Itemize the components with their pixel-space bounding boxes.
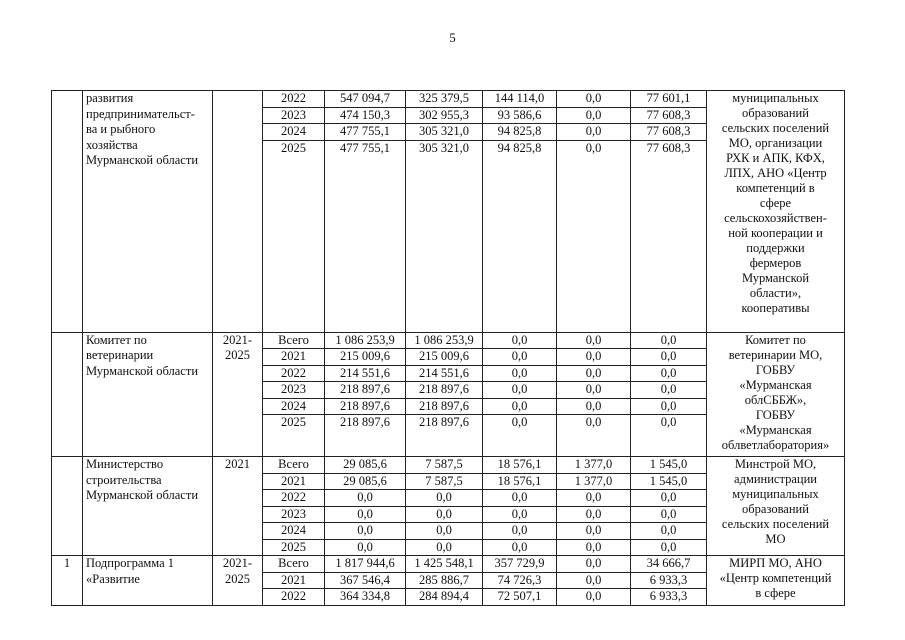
- amount-cell-text: 0,0: [585, 332, 602, 347]
- amount-cell: [325, 473, 406, 490]
- amount-cell: [406, 572, 483, 589]
- executors-cell: [707, 457, 845, 556]
- amount-cell-text: 215 009,6: [340, 349, 390, 363]
- amount-cell-text: 0,0: [511, 365, 528, 380]
- amount-cell: [325, 124, 406, 141]
- amount-cell: [483, 490, 557, 507]
- amount-cell: [325, 572, 406, 589]
- amount-cell: [325, 382, 406, 399]
- amount-cell-text: 285 886,7: [419, 572, 469, 587]
- amount-cell-text: 0,0: [585, 91, 602, 105]
- period-cell-text: 2021- 2025: [222, 332, 253, 362]
- amount-cell: [631, 539, 707, 556]
- budget-table: [51, 90, 845, 606]
- amount-cell: [483, 473, 557, 490]
- amount-cell: [631, 457, 707, 474]
- amount-cell-text: 547 094,7: [340, 91, 390, 105]
- amount-cell-text: 305 321,0: [419, 124, 469, 138]
- amount-cell-text: 1 817 944,6: [335, 556, 395, 570]
- row-number-cell: [52, 457, 83, 556]
- amount-cell-text: 18 576,1: [497, 457, 542, 471]
- amount-cell: [483, 91, 557, 108]
- section-name-cell-text: развития предпринимательст- ва и рыбного хозяйства Мурманской области: [86, 91, 199, 167]
- amount-cell: [631, 398, 707, 415]
- amount-cell-text: 0,0: [511, 415, 528, 429]
- amount-cell-text: 218 897,6: [340, 398, 390, 413]
- amount-cell: [325, 398, 406, 415]
- amount-cell: [325, 349, 406, 366]
- amount-cell: [325, 539, 406, 556]
- amount-cell-text: 1 377,0: [574, 457, 613, 471]
- amount-cell: [557, 523, 631, 540]
- amount-cell: [631, 365, 707, 382]
- amount-cell: [325, 589, 406, 606]
- table-row: [52, 91, 845, 108]
- row-number-cell: [52, 332, 83, 457]
- amount-cell-text: 94 825,8: [497, 124, 542, 138]
- amount-cell: [483, 349, 557, 366]
- amount-cell: [631, 556, 707, 573]
- amount-cell-text: 0,0: [660, 539, 677, 554]
- amount-cell-text: 29 085,6: [343, 457, 387, 471]
- amount-cell-text: 0,0: [585, 140, 602, 155]
- section-name-cell: [83, 556, 213, 606]
- amount-cell: [325, 556, 406, 573]
- year-cell-text: Всего: [278, 556, 309, 570]
- year-cell: [263, 473, 325, 490]
- year-cell-text: 2022: [281, 91, 306, 105]
- amount-cell: [325, 415, 406, 457]
- year-cell: [263, 556, 325, 573]
- amount-cell: [631, 572, 707, 589]
- row-number-cell: [52, 556, 83, 606]
- amount-cell: [557, 457, 631, 474]
- year-cell-text: 2021: [281, 349, 306, 363]
- amount-cell: [557, 124, 631, 141]
- year-cell: [263, 349, 325, 366]
- amount-cell-text: 94 825,8: [497, 140, 542, 155]
- amount-cell: [406, 124, 483, 141]
- amount-cell: [631, 415, 707, 457]
- amount-cell-text: 1 086 253,9: [335, 332, 395, 347]
- amount-cell-text: 34 666,7: [646, 556, 691, 570]
- amount-cell: [557, 91, 631, 108]
- amount-cell-text: 0,0: [585, 365, 602, 380]
- amount-cell-text: 6 933,3: [649, 572, 688, 587]
- executors-cell: [707, 556, 845, 606]
- year-cell: [263, 107, 325, 124]
- amount-cell-text: 0,0: [585, 398, 602, 413]
- amount-cell: [631, 490, 707, 507]
- amount-cell: [406, 473, 483, 490]
- amount-cell-text: 0,0: [511, 506, 528, 521]
- amount-cell-text: 367 546,4: [340, 572, 390, 587]
- amount-cell: [631, 332, 707, 349]
- amount-cell-text: 0,0: [436, 490, 452, 504]
- amount-cell-text: 364 334,8: [340, 589, 390, 603]
- amount-cell-text: 0,0: [511, 332, 528, 347]
- amount-cell: [406, 556, 483, 573]
- amount-cell-text: 0,0: [660, 490, 677, 504]
- amount-cell-text: 0,0: [511, 398, 528, 413]
- amount-cell: [483, 539, 557, 556]
- year-cell-text: 2022: [281, 589, 306, 603]
- amount-cell-text: 0,0: [660, 523, 677, 537]
- amount-cell-text: 77 608,3: [646, 140, 691, 155]
- section-name-cell: [83, 457, 213, 556]
- amount-cell-text: 218 897,6: [419, 382, 469, 396]
- year-cell-text: 2024: [281, 523, 306, 537]
- amount-cell-text: 0,0: [511, 523, 528, 537]
- amount-cell-text: 284 894,4: [419, 589, 469, 603]
- year-cell-text: 2021: [281, 572, 306, 587]
- year-cell: [263, 589, 325, 606]
- amount-cell: [406, 506, 483, 523]
- amount-cell: [406, 523, 483, 540]
- row-number-cell: [52, 91, 83, 333]
- amount-cell-text: 74 726,3: [497, 572, 542, 587]
- amount-cell-text: 93 586,6: [497, 107, 542, 122]
- year-cell: [263, 140, 325, 332]
- period-cell: [213, 91, 263, 333]
- amount-cell-text: 218 897,6: [340, 382, 390, 396]
- amount-cell: [557, 589, 631, 606]
- amount-cell: [483, 398, 557, 415]
- year-cell: [263, 506, 325, 523]
- amount-cell-text: 77 608,3: [646, 124, 691, 138]
- amount-cell: [557, 473, 631, 490]
- amount-cell-text: 7 587,5: [425, 457, 463, 471]
- year-cell-text: Всего: [278, 332, 309, 347]
- amount-cell-text: 0,0: [585, 556, 602, 570]
- year-cell: [263, 490, 325, 507]
- amount-cell: [483, 382, 557, 399]
- amount-cell-text: 0,0: [511, 490, 528, 504]
- amount-cell-text: 1 425 548,1: [414, 556, 474, 570]
- amount-cell-text: 1 545,0: [649, 473, 688, 488]
- year-cell-text: Всего: [278, 457, 309, 471]
- section-name-cell-text: Подпрограмма 1 «Развитие: [86, 556, 175, 586]
- amount-cell: [406, 140, 483, 332]
- executors-cell-text: муниципальных образований сельских поселений МО, организации РХК и АПК, КФХ, ЛПХ, АНО «Центр компетенций в сфере сельскохозяйствен- ной кооперации и поддержки фермеров Мурманской области», кооперативы: [721, 91, 830, 315]
- amount-cell: [325, 140, 406, 332]
- executors-cell: [707, 91, 845, 333]
- amount-cell-text: 7 587,5: [425, 473, 463, 488]
- amount-cell-text: 0,0: [585, 589, 602, 603]
- amount-cell-text: 218 897,6: [419, 398, 469, 413]
- amount-cell-text: 0,0: [660, 506, 677, 521]
- amount-cell: [557, 398, 631, 415]
- amount-cell: [325, 365, 406, 382]
- amount-cell: [406, 332, 483, 349]
- year-cell: [263, 91, 325, 108]
- amount-cell-text: 0,0: [436, 523, 452, 537]
- year-cell-text: 2023: [281, 382, 306, 396]
- amount-cell-text: 1 545,0: [649, 457, 688, 471]
- amount-cell: [631, 382, 707, 399]
- amount-cell: [483, 107, 557, 124]
- amount-cell-text: 0,0: [357, 539, 373, 554]
- amount-cell-text: 305 321,0: [419, 140, 469, 155]
- amount-cell-text: 0,0: [585, 572, 602, 587]
- period-cell-text: 2021: [225, 457, 250, 471]
- year-cell-text: 2023: [281, 506, 306, 521]
- period-cell: [213, 556, 263, 606]
- amount-cell-text: 0,0: [660, 382, 677, 396]
- amount-cell-text: 0,0: [357, 523, 373, 537]
- table-row: [52, 332, 845, 349]
- amount-cell: [406, 539, 483, 556]
- year-cell-text: 2022: [281, 365, 306, 380]
- amount-cell: [406, 107, 483, 124]
- amount-cell: [406, 91, 483, 108]
- amount-cell-text: 214 551,6: [419, 365, 469, 380]
- amount-cell-text: 0,0: [585, 415, 602, 429]
- year-cell: [263, 365, 325, 382]
- amount-cell: [631, 91, 707, 108]
- year-cell: [263, 539, 325, 556]
- amount-cell-text: 0,0: [660, 415, 677, 429]
- amount-cell: [406, 490, 483, 507]
- page-number: 5: [449, 30, 456, 45]
- amount-cell-text: 0,0: [585, 539, 602, 554]
- amount-cell: [557, 490, 631, 507]
- year-cell: [263, 398, 325, 415]
- amount-cell-text: 0,0: [585, 490, 602, 504]
- amount-cell: [483, 140, 557, 332]
- amount-cell: [631, 589, 707, 606]
- amount-cell-text: 6 933,3: [649, 589, 688, 603]
- amount-cell-text: 1 377,0: [574, 473, 613, 488]
- year-cell: [263, 457, 325, 474]
- row-number-cell-text: 1: [63, 556, 71, 570]
- amount-cell-text: 0,0: [660, 332, 677, 347]
- period-cell-text: 2021- 2025: [222, 556, 253, 586]
- amount-cell: [483, 365, 557, 382]
- year-cell: [263, 415, 325, 457]
- amount-cell: [631, 107, 707, 124]
- amount-cell: [483, 124, 557, 141]
- amount-cell-text: 0,0: [660, 398, 677, 413]
- amount-cell: [631, 473, 707, 490]
- executors-cell: [707, 332, 845, 457]
- amount-cell: [483, 589, 557, 606]
- amount-cell-text: 474 150,3: [340, 107, 390, 122]
- table-row: [52, 556, 845, 573]
- year-cell-text: 2024: [281, 398, 306, 413]
- amount-cell: [557, 556, 631, 573]
- amount-cell-text: 0,0: [585, 506, 602, 521]
- year-cell-text: 2021: [281, 473, 306, 488]
- amount-cell: [406, 457, 483, 474]
- amount-cell: [483, 457, 557, 474]
- amount-cell-text: 0,0: [436, 539, 452, 554]
- amount-cell: [406, 398, 483, 415]
- amount-cell: [557, 140, 631, 332]
- year-cell-text: 2023: [281, 107, 306, 122]
- amount-cell: [631, 349, 707, 366]
- amount-cell: [483, 506, 557, 523]
- section-name-cell-text: Комитет по ветеринарии Мурманской области: [86, 332, 199, 378]
- amount-cell-text: 215 009,6: [419, 349, 469, 363]
- amount-cell-text: 325 379,5: [419, 91, 469, 105]
- amount-cell: [631, 506, 707, 523]
- amount-cell: [631, 523, 707, 540]
- amount-cell-text: 0,0: [585, 349, 602, 363]
- amount-cell-text: 477 755,1: [340, 124, 390, 138]
- amount-cell-text: 0,0: [585, 523, 602, 537]
- amount-cell: [557, 572, 631, 589]
- amount-cell-text: 0,0: [660, 349, 677, 363]
- amount-cell-text: 357 729,9: [494, 556, 545, 570]
- amount-cell: [557, 382, 631, 399]
- executors-cell-text: Минстрой МО, администрации муниципальных образований сельских поселений МО: [721, 457, 830, 546]
- amount-cell: [483, 572, 557, 589]
- amount-cell: [557, 539, 631, 556]
- amount-cell: [631, 140, 707, 332]
- executors-cell-text: МИРП МО, АНО «Центр компетенций в сфере: [719, 556, 832, 600]
- amount-cell-text: 0,0: [585, 107, 602, 122]
- amount-cell-text: 0,0: [436, 506, 452, 521]
- amount-cell: [557, 415, 631, 457]
- amount-cell-text: 218 897,6: [340, 415, 390, 429]
- amount-cell-text: 0,0: [511, 539, 528, 554]
- year-cell-text: 2024: [281, 124, 306, 138]
- amount-cell: [406, 349, 483, 366]
- year-cell-text: 2025: [281, 415, 306, 429]
- executors-cell-text: Комитет по ветеринарии МО, ГОБВУ «Мурманская облСББЖ», ГОБВУ «Мурманская облветлаборатория»: [721, 332, 830, 452]
- amount-cell: [483, 415, 557, 457]
- amount-cell-text: 18 576,1: [497, 473, 542, 488]
- amount-cell-text: 218 897,6: [419, 415, 469, 429]
- amount-cell-text: 144 114,0: [494, 91, 545, 105]
- amount-cell-text: 77 601,1: [646, 91, 691, 105]
- amount-cell: [483, 556, 557, 573]
- amount-cell: [483, 332, 557, 349]
- amount-cell: [557, 506, 631, 523]
- amount-cell-text: 29 085,6: [343, 473, 387, 488]
- amount-cell: [325, 332, 406, 349]
- amount-cell-text: 0,0: [357, 506, 373, 521]
- amount-cell-text: 0,0: [585, 124, 602, 138]
- amount-cell-text: 214 551,6: [340, 365, 390, 380]
- amount-cell: [406, 382, 483, 399]
- year-cell: [263, 523, 325, 540]
- amount-cell-text: 477 755,1: [340, 140, 390, 155]
- amount-cell-text: 302 955,3: [419, 107, 469, 122]
- amount-cell: [325, 490, 406, 507]
- amount-cell: [406, 365, 483, 382]
- year-cell: [263, 382, 325, 399]
- amount-cell: [557, 365, 631, 382]
- amount-cell: [325, 523, 406, 540]
- amount-cell-text: 0,0: [511, 349, 528, 363]
- amount-cell: [325, 107, 406, 124]
- amount-cell: [557, 349, 631, 366]
- amount-cell-text: 0,0: [585, 382, 602, 396]
- amount-cell: [325, 457, 406, 474]
- table-row: [52, 457, 845, 474]
- amount-cell: [557, 107, 631, 124]
- year-cell: [263, 332, 325, 349]
- amount-cell-text: 1 086 253,9: [414, 332, 474, 347]
- amount-cell-text: 77 608,3: [646, 107, 691, 122]
- amount-cell-text: 0,0: [357, 490, 373, 504]
- amount-cell-text: 0,0: [660, 365, 677, 380]
- period-cell: [213, 332, 263, 457]
- period-cell: [213, 457, 263, 556]
- section-name-cell-text: Министерство строительства Мурманской области: [86, 457, 199, 502]
- section-name-cell: [83, 332, 213, 457]
- amount-cell-text: 72 507,1: [497, 589, 542, 603]
- amount-cell: [406, 415, 483, 457]
- amount-cell: [631, 124, 707, 141]
- year-cell-text: 2022: [281, 490, 306, 504]
- amount-cell: [325, 506, 406, 523]
- year-cell: [263, 124, 325, 141]
- year-cell-text: 2025: [281, 140, 306, 155]
- amount-cell: [325, 91, 406, 108]
- year-cell: [263, 572, 325, 589]
- amount-cell: [557, 332, 631, 349]
- section-name-cell: [83, 91, 213, 333]
- year-cell-text: 2025: [281, 539, 306, 554]
- amount-cell: [483, 523, 557, 540]
- amount-cell-text: 0,0: [511, 382, 528, 396]
- amount-cell: [406, 589, 483, 606]
